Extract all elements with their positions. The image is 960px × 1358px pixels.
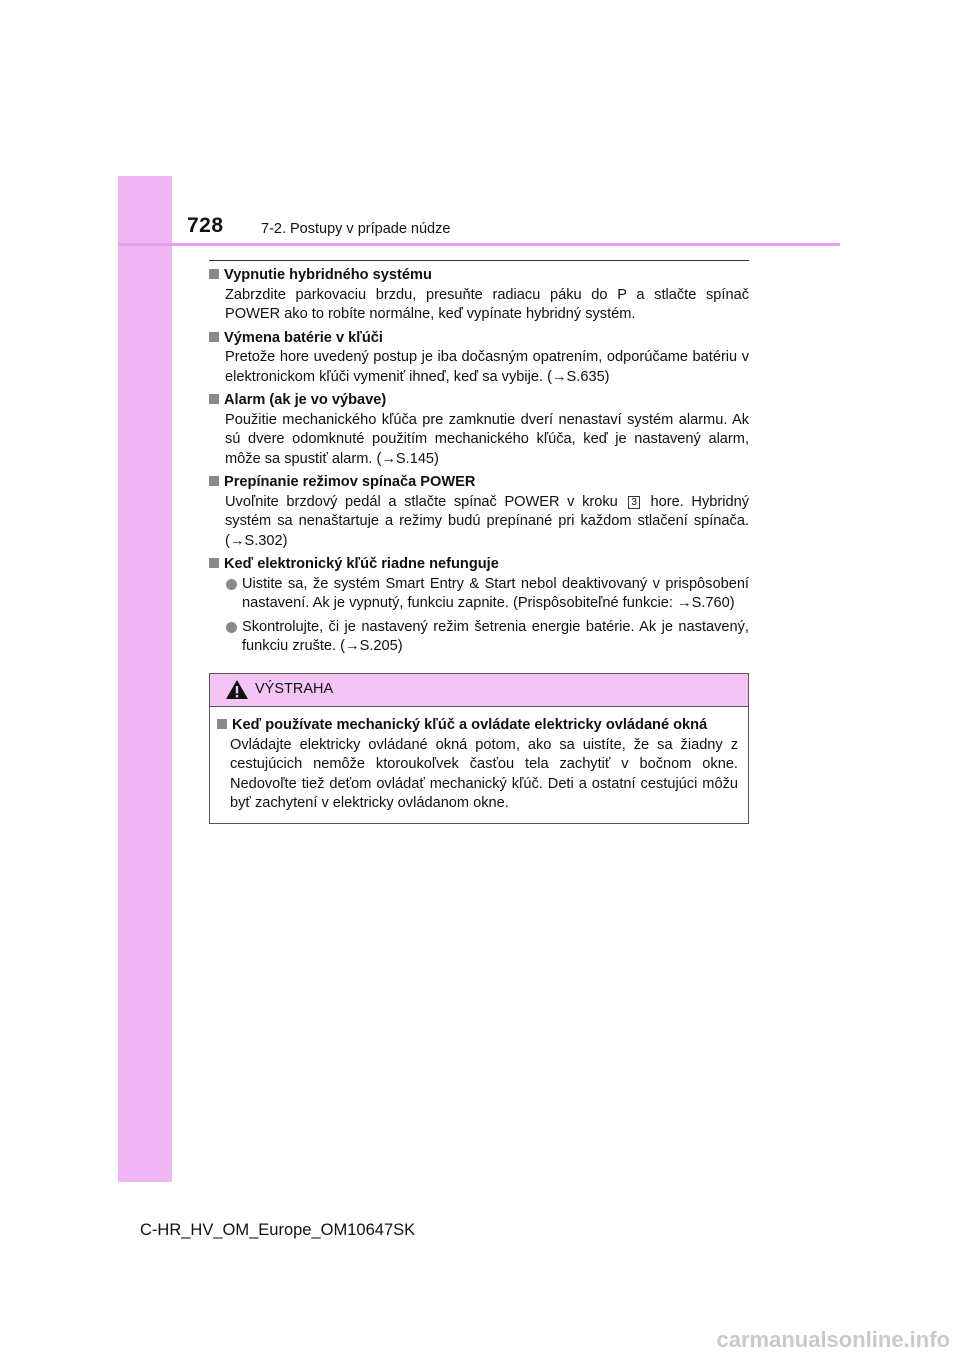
section-text: Zabrzdite parkovaciu brzdu, presuňte radiacu páku do P a stlačte spínač POWER ako to robíte normálne, keď vypínate hybridný systém. bbox=[225, 286, 749, 322]
section-power-modes bbox=[209, 473, 749, 551]
section-text: Uvoľnite brzdový pedál a stlačte spínač POWER v kroku 3 hore. Hybridný systém sa nenaštartuje a režimy budú prepínané pri každom stlačení spínača. (→S.302) bbox=[225, 493, 749, 549]
warning-heading: Keď používate mechanický kľúč a ovládate elektricky ovládané okná bbox=[217, 716, 738, 736]
warning-label: VÝSTRAHA bbox=[255, 681, 334, 697]
header-rule bbox=[118, 243, 840, 246]
list-item: Uistite sa, že systém Smart Entry & Start nebol deaktivovaný v prispôsobení nastavení. Ak je vypnutý, funkciu zapnite. (Prispôsobiteľné funkcie: →S.760) bbox=[209, 575, 749, 614]
step-number-badge: 3 bbox=[628, 496, 640, 509]
warning-text: Ovládajte elektricky ovládané okná potom, ako sa uistíte, že sa žiadny z cestujúcich nemôže ktoroukoľvek časťou tela zachytiť v bočnom okne. Nedovoľte tiež deťom ovládať mechanický kľúč. Deti a ostatní cestujúci môžu byť zachytení v elektricky ovládanom okne. bbox=[230, 736, 738, 811]
section-hybrid-off bbox=[209, 266, 749, 325]
page-number: 728 bbox=[187, 214, 224, 237]
list-item: Skontrolujte, či je nastavený režim šetrenia energie batérie. Ak je nastavený, funkciu zrušte. (→S.205) bbox=[209, 618, 749, 657]
section-heading: Prepínanie režimov spínača POWER bbox=[209, 473, 749, 493]
round-bullet-icon bbox=[226, 579, 237, 590]
square-bullet-icon bbox=[209, 394, 219, 404]
warning-header bbox=[210, 674, 748, 707]
warning-body bbox=[210, 707, 748, 814]
square-bullet-icon bbox=[209, 332, 219, 342]
warning-triangle-icon bbox=[225, 679, 249, 700]
section-key-battery bbox=[209, 329, 749, 388]
content-top-rule bbox=[209, 260, 749, 261]
square-bullet-icon bbox=[217, 719, 227, 729]
round-bullet-icon bbox=[226, 622, 237, 633]
section-heading: Výmena batérie v kľúči bbox=[209, 329, 749, 349]
section-heading: Vypnutie hybridného systému bbox=[209, 266, 749, 286]
section-alarm bbox=[209, 391, 749, 469]
square-bullet-icon bbox=[209, 476, 219, 486]
watermark: carmanualsonline.info bbox=[716, 1327, 950, 1352]
main-content bbox=[209, 266, 749, 661]
section-heading: Keď elektronický kľúč riadne nefunguje bbox=[209, 555, 749, 575]
warning-box bbox=[209, 673, 749, 824]
section-heading: Alarm (ak je vo výbave) bbox=[209, 391, 749, 411]
square-bullet-icon bbox=[209, 558, 219, 568]
chapter-title: 7-2. Postupy v prípade núdze bbox=[261, 221, 451, 237]
square-bullet-icon bbox=[209, 269, 219, 279]
section-key-malfunction bbox=[209, 555, 749, 657]
side-tab bbox=[118, 176, 172, 1182]
section-text: Pretože hore uvedený postup je iba dočasným opatrením, odporúčame batériu v elektronickom kľúči vymeniť ihneď, keď sa vybije. (→S.635) bbox=[225, 349, 749, 385]
section-text: Použitie mechanického kľúča pre zamknutie dverí nenastaví systém alarmu. Ak sú dvere odomknuté použitím mechanického kľúča, keď je nastavený alarm, môže sa spustiť alarm. (→S.145) bbox=[225, 411, 749, 467]
document-code: C-HR_HV_OM_Europe_OM10647SK bbox=[140, 1221, 416, 1239]
